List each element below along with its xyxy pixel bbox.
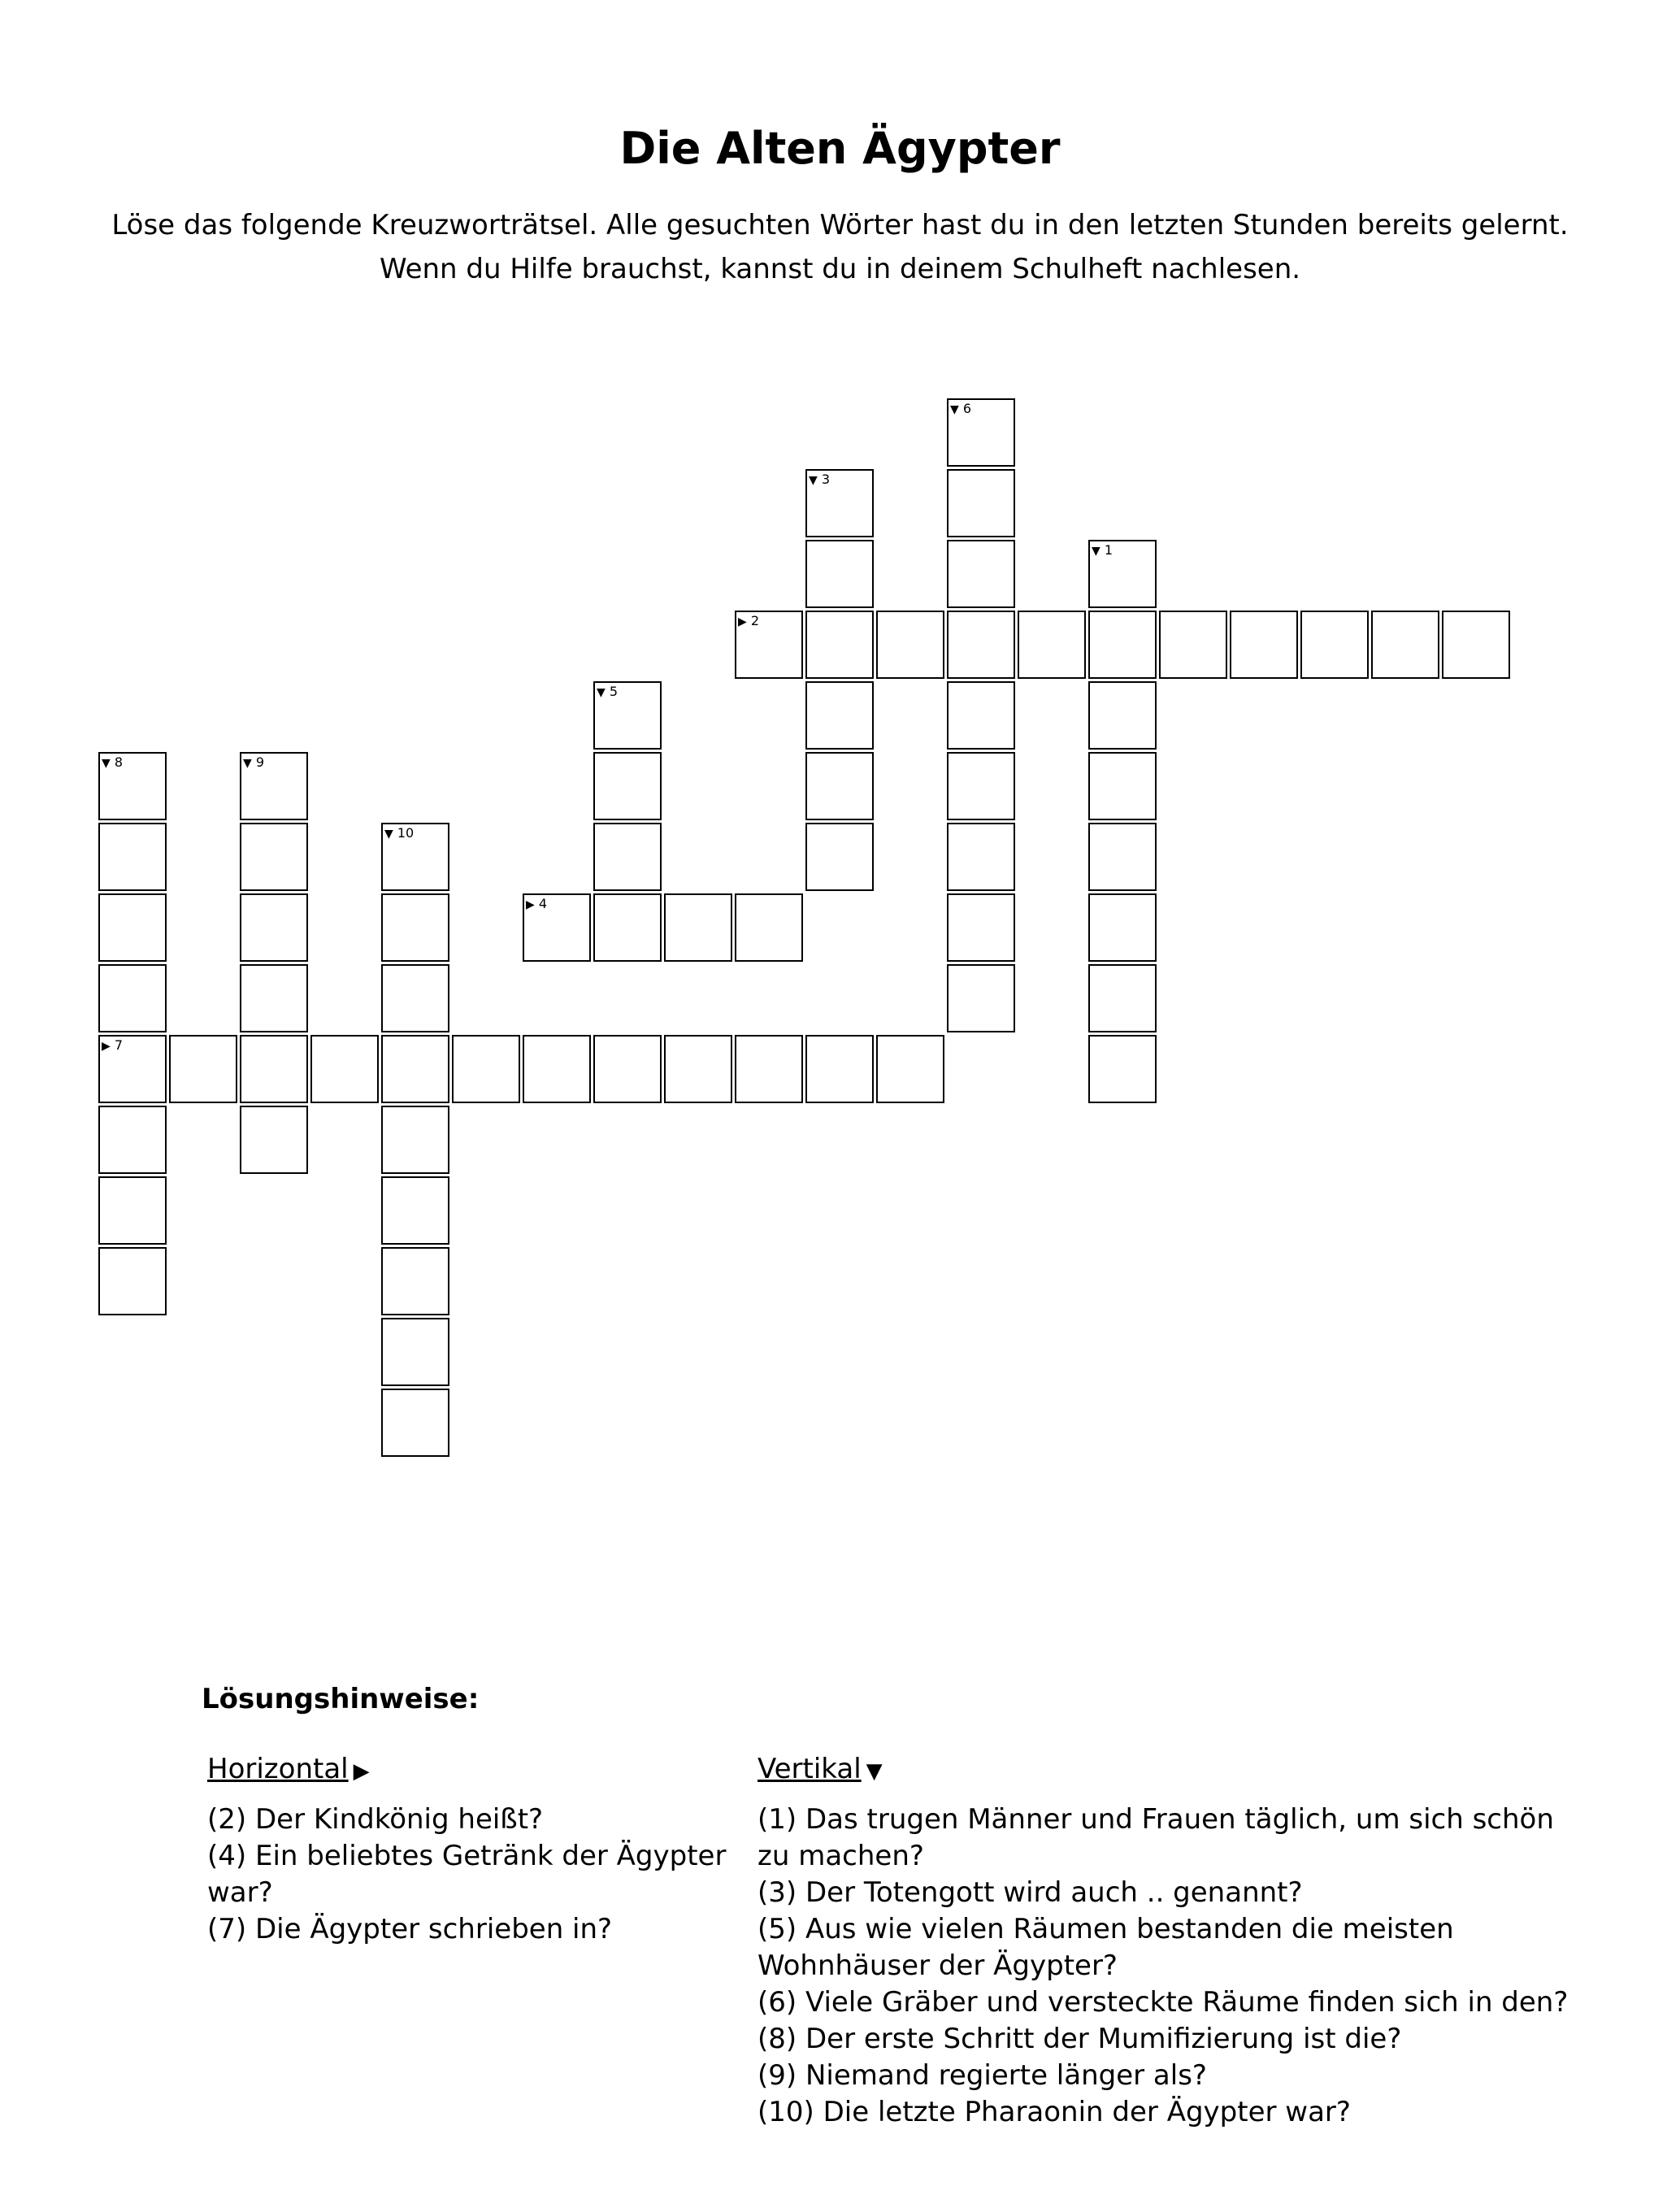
clue-horizontal-4: (4) Ein beliebtes Getränk der Ägypter war? xyxy=(207,1840,727,1909)
clue-number-5 xyxy=(597,685,618,700)
clue-number-8 xyxy=(102,755,123,771)
crossword-cell[interactable] xyxy=(593,893,662,962)
crossword-cell[interactable] xyxy=(735,611,803,679)
clue-number-1 xyxy=(1092,543,1113,559)
crossword-cell[interactable] xyxy=(593,752,662,820)
crossword-cell[interactable] xyxy=(947,469,1015,537)
clue-number-label: 2 xyxy=(746,613,760,628)
horizontal-label: Horizontal xyxy=(207,1753,349,1785)
clue-number-label: 9 xyxy=(251,754,265,770)
crossword-cell[interactable] xyxy=(664,1035,732,1103)
crossword-cell[interactable] xyxy=(735,893,803,962)
clue-number-label: 3 xyxy=(817,472,831,487)
crossword-cell[interactable] xyxy=(98,964,167,1032)
clue-vertical-10: (10) Die letzte Pharaonin der Ägypter war? xyxy=(758,2096,1351,2128)
clue-horizontal-2: (2) Der Kindkönig heißt? xyxy=(207,1803,544,1836)
clue-number-4 xyxy=(526,897,547,912)
right-arrow-icon: ▶ xyxy=(353,1759,370,1784)
crossword-cell[interactable] xyxy=(1088,893,1157,962)
crossword-cell[interactable] xyxy=(310,1035,379,1103)
crossword-cell[interactable] xyxy=(1230,611,1298,679)
right-arrow-icon: ▶ xyxy=(738,615,747,628)
clue-number-label: 1 xyxy=(1100,542,1113,558)
crossword-cell[interactable] xyxy=(947,964,1015,1032)
instruction-line: Wenn du Hilfe brauchst, kannst du in deinem Schulheft nachlesen. xyxy=(379,253,1301,285)
clue-number-6 xyxy=(950,402,971,417)
crossword-cell[interactable] xyxy=(664,893,732,962)
crossword-cell[interactable] xyxy=(947,611,1015,679)
down-arrow-icon: ▼ xyxy=(102,757,111,770)
clue-number-label: 5 xyxy=(605,684,619,699)
crossword-cell[interactable] xyxy=(947,540,1015,608)
crossword-cell[interactable] xyxy=(1371,611,1439,679)
down-arrow-icon: ▼ xyxy=(866,1759,883,1784)
crossword-cell[interactable] xyxy=(876,611,944,679)
crossword-cell[interactable] xyxy=(593,823,662,891)
right-arrow-icon: ▶ xyxy=(102,1040,111,1053)
crossword-cell[interactable] xyxy=(240,964,308,1032)
clue-number-label: 7 xyxy=(110,1037,124,1053)
horizontal-clues xyxy=(207,1751,744,1948)
crossword-cell[interactable] xyxy=(381,1106,449,1174)
clue-number-9 xyxy=(243,755,264,771)
crossword-cell[interactable] xyxy=(240,1035,308,1103)
clue-number-label: 10 xyxy=(393,825,415,841)
crossword-cell[interactable] xyxy=(947,823,1015,891)
crossword-cell[interactable] xyxy=(240,752,308,820)
crossword-cell[interactable] xyxy=(1088,611,1157,679)
clue-vertical-3: (3) Der Totengott wird auch .. genannt? xyxy=(758,1876,1303,1909)
crossword-cell[interactable] xyxy=(947,752,1015,820)
crossword-cell[interactable] xyxy=(1300,611,1369,679)
crossword-cell[interactable] xyxy=(98,1035,167,1103)
crossword-cell[interactable] xyxy=(593,681,662,750)
crossword-cell[interactable] xyxy=(1442,611,1510,679)
crossword-cell[interactable] xyxy=(98,752,167,820)
crossword-cell[interactable] xyxy=(240,893,308,962)
crossword-cell[interactable] xyxy=(876,1035,944,1103)
crossword-cell[interactable] xyxy=(381,893,449,962)
page-title: Die Alten Ägypter xyxy=(619,123,1061,174)
down-arrow-icon: ▼ xyxy=(950,403,959,416)
crossword-cell[interactable] xyxy=(381,1318,449,1386)
crossword-cell[interactable] xyxy=(805,611,874,679)
crossword-cell[interactable] xyxy=(98,1176,167,1245)
crossword-cell[interactable] xyxy=(947,681,1015,750)
crossword-cell[interactable] xyxy=(381,964,449,1032)
instruction-line: Löse das folgende Kreuzworträtsel. Alle gesuchten Wörter hast du in den letzten Stunden bereits gelernt. xyxy=(111,209,1569,241)
clue-number-label: 6 xyxy=(958,401,972,416)
crossword-cell[interactable] xyxy=(381,1035,449,1103)
crossword-cell[interactable] xyxy=(452,1035,520,1103)
crossword-cell[interactable] xyxy=(98,1106,167,1174)
crossword-cell[interactable] xyxy=(1018,611,1086,679)
crossword-cell[interactable] xyxy=(98,893,167,962)
crossword-cell[interactable] xyxy=(98,823,167,891)
crossword-cell[interactable] xyxy=(381,1389,449,1457)
clue-number-10 xyxy=(384,826,414,841)
crossword-cell[interactable] xyxy=(947,893,1015,962)
crossword-cell[interactable] xyxy=(593,1035,662,1103)
down-arrow-icon: ▼ xyxy=(384,828,393,841)
crossword-cell[interactable] xyxy=(1088,964,1157,1032)
crossword-cell[interactable] xyxy=(240,1106,308,1174)
crossword-cell[interactable] xyxy=(381,1247,449,1315)
crossword-cell[interactable] xyxy=(523,1035,591,1103)
down-arrow-icon: ▼ xyxy=(243,757,252,770)
crossword-cell[interactable] xyxy=(1088,823,1157,891)
crossword-cell[interactable] xyxy=(805,540,874,608)
down-arrow-icon: ▼ xyxy=(1092,545,1100,558)
clue-vertical-5: (5) Aus wie vielen Räumen bestanden die meisten Wohnhäuser der Ägypter? xyxy=(758,1913,1454,1982)
right-arrow-icon: ▶ xyxy=(526,898,535,911)
crossword-cell[interactable] xyxy=(1088,681,1157,750)
crossword-cell[interactable] xyxy=(805,1035,874,1103)
clue-vertical-1: (1) Das trugen Männer und Frauen täglich, um sich schön zu machen? xyxy=(758,1803,1554,1872)
crossword-cell[interactable] xyxy=(1088,540,1157,608)
down-arrow-icon: ▼ xyxy=(809,474,818,487)
crossword-cell[interactable] xyxy=(381,1176,449,1245)
vertical-label: Vertikal xyxy=(758,1753,862,1785)
crossword-cell[interactable] xyxy=(98,1247,167,1315)
crossword-cell[interactable] xyxy=(169,1035,237,1103)
clue-number-label: 4 xyxy=(534,896,548,911)
crossword-cell[interactable] xyxy=(805,823,874,891)
crossword-cell[interactable] xyxy=(947,398,1015,467)
clue-number-7 xyxy=(102,1038,123,1054)
crossword-cell[interactable] xyxy=(240,823,308,891)
vertical-heading xyxy=(758,1751,1595,1790)
crossword-cell[interactable] xyxy=(1159,611,1227,679)
down-arrow-icon: ▼ xyxy=(597,686,606,699)
clue-horizontal-7: (7) Die Ägypter schrieben in? xyxy=(207,1913,613,1945)
hints-heading: Lösungshinweise: xyxy=(202,1683,480,1715)
crossword-cell[interactable] xyxy=(805,752,874,820)
clue-number-2 xyxy=(738,614,759,629)
clue-number-label: 8 xyxy=(110,754,124,770)
clue-number-3 xyxy=(809,472,830,488)
crossword-cell[interactable] xyxy=(381,823,449,891)
crossword-cell[interactable] xyxy=(805,681,874,750)
crossword-cell[interactable] xyxy=(523,893,591,962)
clue-vertical-6: (6) Viele Gräber und versteckte Räume finden sich in den? xyxy=(758,1986,1569,2019)
crossword-cell[interactable] xyxy=(1088,752,1157,820)
vertical-clues xyxy=(758,1751,1595,2131)
horizontal-heading xyxy=(207,1751,744,1790)
crossword-cell[interactable] xyxy=(805,469,874,537)
clue-vertical-8: (8) Der erste Schritt der Mumifizierung ist die? xyxy=(758,2023,1402,2055)
clue-vertical-9: (9) Niemand regierte länger als? xyxy=(758,2059,1207,2092)
crossword-cell[interactable] xyxy=(1088,1035,1157,1103)
crossword-cell[interactable] xyxy=(735,1035,803,1103)
